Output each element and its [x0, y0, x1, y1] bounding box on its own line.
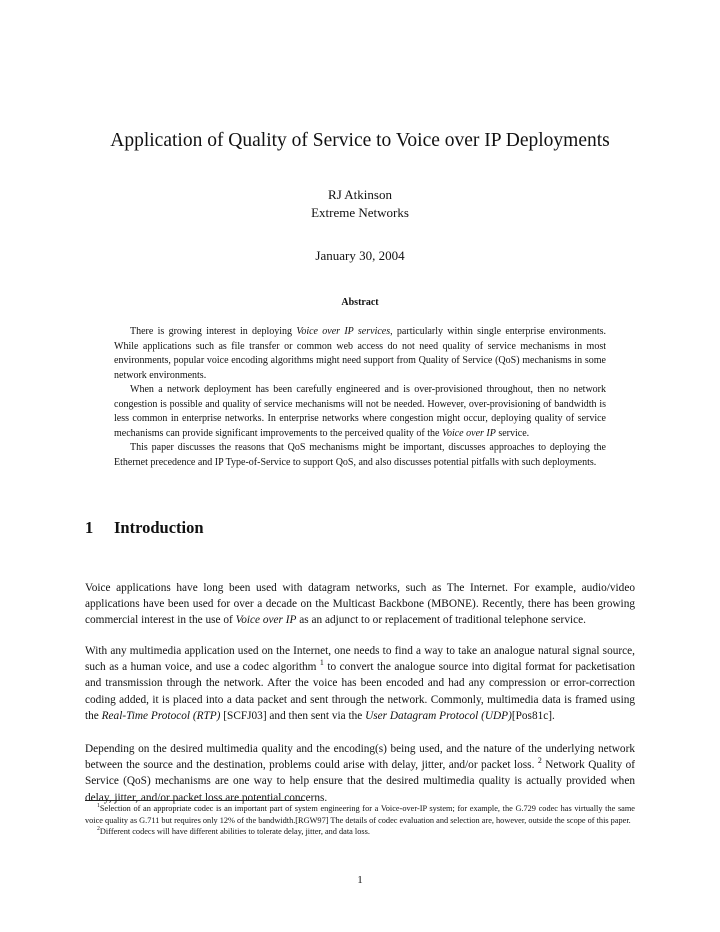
body-text: Network Quality of Service (QoS) mechanisms are one way to help ensure that the desired multimedia quality is actually provided when delay, jitter, and/or packet loss are potential concerns.	[85, 759, 636, 804]
author-block	[0, 186, 720, 222]
section-heading	[85, 518, 204, 538]
abstract-paragraph	[114, 325, 606, 383]
abstract-text: , particularly within single enterprise environments. While applications such as file transfer or common web access do not need quality of service mechanisms in most environments, popular voice encoding algorithms might need support from Quality of Service (QoS) mechanisms in some network environments.	[114, 326, 607, 381]
body-text: Depending on the desired multimedia quality and the encoding(s) being used, and the nature of the underlying network between the source and the destination, problems could arise with delay, jitter, and/or packet loss.	[85, 743, 635, 772]
footnotes	[85, 803, 635, 838]
footnote-marker[interactable]: 2	[537, 756, 542, 766]
author-name: RJ Atkinson	[328, 187, 392, 202]
body-emphasis: Real-Time Protocol (RTP)	[101, 709, 221, 722]
body-paragraph	[85, 643, 635, 724]
abstract-text: There is growing interest in deploying	[130, 326, 297, 337]
abstract-heading: Abstract	[341, 297, 379, 308]
paper-title: Application of Quality of Service to Voice over IP Deployments	[110, 130, 610, 151]
abstract-body	[114, 325, 606, 470]
footnote-text: Different codecs will have different abilities to tolerate delay, jitter, and data loss.	[99, 827, 370, 837]
page-number: 1	[357, 874, 363, 886]
section-title: Introduction	[114, 518, 204, 537]
body-text: With any multimedia application used on the Internet, one needs to find a way to take an analogue natural signal source, such as a human voice, and use a codec algorithm	[85, 645, 635, 674]
body-emphasis: User Datagram Protocol (UDP)	[365, 709, 512, 722]
body-text: [Pos81c].	[511, 709, 555, 722]
footnote-mark: 1	[97, 803, 100, 810]
footnote-marker[interactable]: 1	[319, 658, 324, 668]
footnote-rule	[85, 800, 305, 801]
body-paragraph	[85, 580, 635, 629]
body-text: [SCFJ03] and then sent via the	[220, 709, 366, 722]
author-affiliation: Extreme Networks	[311, 205, 409, 220]
footnote-text: Selection of an appropriate codec is an important part of system engineering for a Voice-over-IP system; for example, the G.729 codec has virtually the same voice quality as G.711 but requires only 12% of the bandwidth.[RGW97] The details of codec evaluation and selection are, however, outside the scope of this paper.	[85, 804, 635, 825]
abstract-text: When a network deployment has been carefully engineered and is over-provisioned throughout, then no network congestion is possible and quality of service mechanisms will not be needed. However, over-provisioning of bandwidth is less common in enterprise networks. In enterprise networks where congestion might occur, deploying quality of service mechanisms can provide significant improvements to the perceived quality of the	[114, 384, 606, 439]
abstract-emphasis: Voice over IP services	[296, 326, 391, 337]
body-text: Voice applications have long been used with datagram networks, such as The Internet. For example, audio/video applications have been used for over a decade on the Multicast Backbone (MBONE). Recently, there has been growing commercial interest in the use of	[85, 582, 635, 627]
body-emphasis: Voice over IP	[235, 614, 297, 627]
footnote	[85, 803, 635, 826]
body-text: to convert the analogue source into digital format for packetisation and transmission through the network. After the voice has been encoded and had any compression or error-correction coding added, it is placed into a data packet and sent through the network. Commonly, multimedia data is framed using the	[85, 661, 635, 722]
section-number: 1	[85, 518, 94, 537]
abstract-paragraph: This paper discusses the reasons that QoS mechanisms might be important, discusses approaches to deploying the Ethernet precedence and IP Type-of-Service to support QoS, and also discusses potential pitfalls with such deployments.	[114, 442, 606, 468]
abstract-paragraph	[114, 383, 606, 441]
abstract-text: service.	[495, 427, 530, 439]
abstract-emphasis: Voice over IP	[441, 427, 496, 439]
body-paragraph	[85, 741, 635, 806]
footnote	[85, 826, 635, 838]
footnote-mark: 2	[97, 826, 100, 833]
body-text: as an adjunct to or replacement of traditional telephone service.	[296, 614, 586, 627]
paper-date: January 30, 2004	[315, 248, 405, 263]
